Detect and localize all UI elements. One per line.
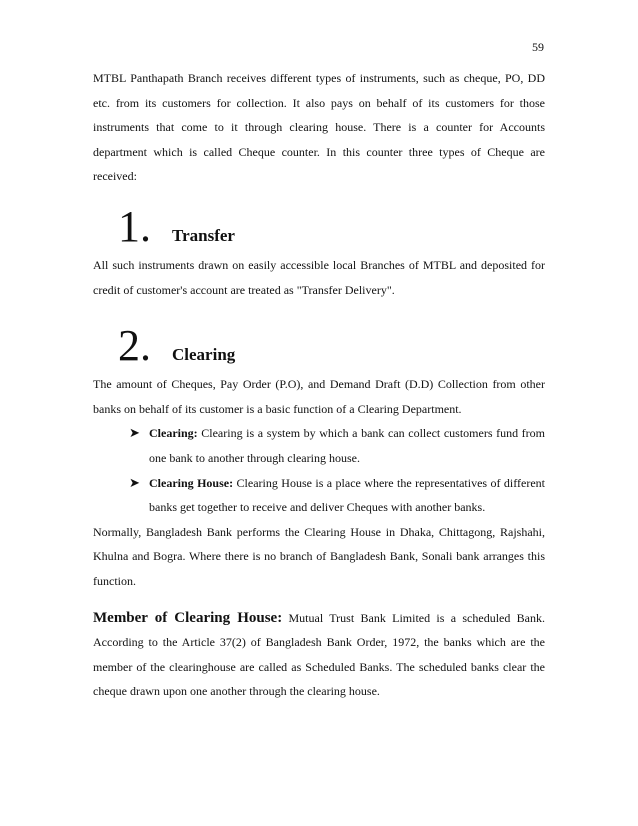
section-clearing-heading (118, 321, 545, 371)
intro-paragraph: MTBL Panthapath Branch receives different types of instruments, such as cheque, PO, DD etc. from its customers for collection. It also pays on behalf of its customers for those instruments that come to it through clearing house. There is a counter for Accounts department which is called Cheque counter. In this counter three types of Cheque are received: (93, 71, 545, 184)
section-number: 1. (118, 201, 151, 251)
transfer-paragraph: All such instruments drawn on easily accessible local Branches of MTBL and deposited for credit of customer's account are treated as "Transfer Delivery". (93, 257, 545, 297)
section-title: Clearing (172, 345, 236, 365)
bullet-term: Clearing House: (149, 475, 234, 490)
document-body (93, 66, 545, 704)
section-number: 2. (118, 321, 151, 371)
list-item (93, 471, 545, 520)
bullet-text: Clearing is a system by which a bank can collect customers fund from one bank to another through clearing house. (149, 426, 546, 465)
bullet-term: Clearing: (149, 426, 198, 441)
page-number: 59 (532, 40, 544, 54)
arrow-bullet-icon: ➤ (129, 425, 140, 441)
section-transfer-heading (118, 201, 545, 251)
list-item (93, 421, 545, 470)
clearing-house-paragraph: Normally, Bangladesh Bank performs the Clearing House in Dhaka, Chittagong, Rajshahi, Khulna and Bogra. Where there is no branch of Bangladesh Bank, Sonali bank arranges this function. (93, 524, 545, 588)
member-title: Member of Clearing House: (93, 609, 283, 626)
clearing-paragraph: The amount of Cheques, Pay Order (P.O), and Demand Draft (D.D) Collection from other banks on behalf of its customer is a basic function of a Clearing Department. (93, 377, 545, 416)
clearing-bullet-list (93, 421, 545, 519)
arrow-bullet-icon: ➤ (129, 474, 140, 490)
member-text: Mutual Trust Bank Limited is a scheduled Bank. According to the Article 37(2) of Bangladesh Bank Order, 1972, the banks which are the member of the clearinghouse are called as Scheduled Banks. The scheduled banks clear the cheque drawn upon one another through the clearing house. (93, 610, 545, 699)
section-title: Transfer (172, 225, 235, 245)
member-paragraph (93, 606, 545, 704)
bullet-text: Clearing House is a place where the representatives of different banks get together to receive and deliver Cheques with another banks. (149, 475, 546, 515)
